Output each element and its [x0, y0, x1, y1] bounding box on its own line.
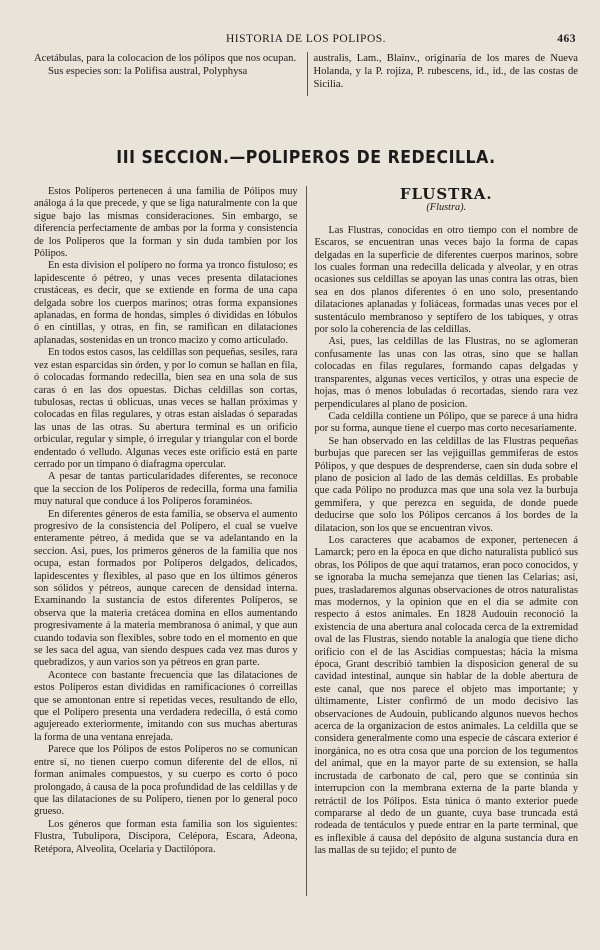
- genus-subtitle: (Flustra).: [426, 202, 467, 214]
- genus-title: FLUSTRA.: [399, 186, 493, 203]
- page-number: 463: [557, 33, 576, 45]
- paragraph: Estos Políperos pertenecen á una familia de Pólipos muy análoga á la que precede, y que se liga naturalmente con la que sigue bajo las mismas consideraciones. Sin embargo, se diferencia perfectamente de ambas por la forma y consistencia de los Poliperos que la forman y sin duda tambien por los Pólipos.: [34, 186, 298, 260]
- paragraph: En diferentes géneros de esta familia, se observa el aumento progresivo de la consistencia del Polípero, el cual se vuelve enteramente pétreo, á medida que se va adelantando en la seccion. Asi, pues, los primeros géneros de la familia que nos ocupa, estan formados por Políperos delgados, delicados, lapidescentes y flexibles, al paso que en los últimos géneros son sólidos y pétreos, aunque carecen de densidad interna. Examinando la sustancia de estos diferentes Políperos, se observa que la materia cretácea domina en ellos aumentando progresivamente á la materia membranosa ó animal, y que aun cuando todavia son flexibles, sobre todo en el momento en que se les saca del agua, van siendo despues cada vez mas duros y quebradizos, y aun varios son ya pétreos en gran parte.: [34, 508, 298, 669]
- paragraph: Cada celdilla contiene un Pólipo, que se parece á una hidra por su forma, aunque tiene el cuerpo mas corto necesariamente.: [314, 410, 578, 435]
- paragraph: En todos estos casos, las celdillas son pequeñas, sesiles, rara vez estan esparcidas sin órden, y por lo comun se hallan en fila, ó colocadas formando redecilla, bien sea en una sola de sus caras ó en las dos opuestas. Dichas celdillas son cortas, tubulosas, rectas ú oblicuas, unas veces se hallan próximas y colocadas en filas regulares, y otras estan aisladas ó separadas las unas de las otras. Su abertura terminal es un orificio orbicular, regular y simple, ó irregular y triangular con el borde endentado ó velludo. Algunas veces este orificio está en parte cerrado por un timpano ó diafragma opercular.: [34, 347, 298, 470]
- paragraph: En esta division el polípero no forma ya tronco fistuloso; es lapidescente ó pétreo, y unas veces presenta dilataciones crustáceas, es decir, que se extiende en forma de una capa delgada sobre los cuerpos marinos; otras forma expansiones aplanadas, en forma de hondas, simples ó divididas en lóbulos ó en cintillas, y otras, en fin, se ramifican en dilataciones aplanadas, sostenidas en un tronco macizo y como articulado.: [34, 260, 298, 346]
- left-column: [34, 186, 307, 896]
- paragraph: Los caracteres que acabamos de exponer, pertenecen á Lamarck; pero en la época en que dicho naturalista publicó sus obras, los Pólipos de que aquí tratamos, eran poco conocidos, y se ignoraba la mucha semejanza que tienen las Celarias; asi, pues, trasladaremos algunas observaciones de otros naturalistas mas modernos, y la opinion que en el dia se admite con respecto á estos animales. En 1828 Audouin reconoció la existencia de una abertura anal colocada cerca de la extremidad oval de las Flustras, siendo notable la analogía que tiene dicho orificio con el de las Ascidias compuestas; hácia la misma época, Grant describió tambien la disposicion general de su cavidad intestinal, aunque sin hablar de la doble abertura de este canal, que nos parece el objeto mas importante; y últimamente, Lister confirmó de un modo decisivo las observaciones de Audouin, publicando algunos nuevos hechos acerca de la organizacion de estos animales. La celdilla que se considera generalmente como una especie de cáscara exterior é inorgánica, no es otra cosa que una porcion de los tegumentos del animal, que en la mayor parte de su extension, se halla incrustada de carbonato de cal, pero que se continúa sin interrupcion con la membrana externa de la parte blanda y retráctil de los Pólipos. Esta túnica ó manto exterior puede compararse al dedo de un guante, cuya base truncada está rodeada de tentáculos y puede entrar en la parte terminal, que es inflexible á causa del depósito de alguna sustancia dura en las mallas de su tejido; el punto de: [314, 534, 578, 857]
- paragraph: Se han observado en las celdillas de las Flustras pequeñas burbujas que parecen ser las vejiguillas gemmiferas de estos Pólipos, y que despues de desprenderse, caen sin duda sobre el plano de posicion al lado de las demás celdillas. Es probable que cada Pólipo no produzca mas que una sola vez la burbuja gemmifera, y que perezca en seguida, de donde puede deducirse que solo los Pólipos cercanos á los bordes de la dilatacion, son los que se encuentran vivos.: [314, 435, 578, 534]
- top-left-column: [34, 52, 308, 96]
- page-header: [34, 33, 578, 49]
- section-title: III SECCION.—POLIPEROS DE REDECILLA.: [116, 148, 496, 168]
- body-columns: [34, 186, 578, 896]
- paragraph: Acetábulas, para la colocacion de los pólipos que nos ocupan.: [34, 53, 297, 64]
- paragraph: A pesar de tantas particularidades diferentes, se reconoce que la seccion de los Políperos de redecilla, forma una familia muy natural que conduce á los Políperos foraminéos.: [34, 471, 298, 508]
- running-title: HISTORIA DE LOS POLIPOS.: [225, 33, 387, 45]
- paragraph: australis, Lam., Blainv., originaria de los mares de Nueva Holanda, y la P. rojiza, P. rubescens, id., id., de las costas de Sicilia.: [313, 53, 578, 90]
- top-right-column: [308, 52, 579, 96]
- paragraph: Parece que los Pólipos de estos Políperos no se comunican entre sí, no tienen cuerpo comun diferente del de ellos, ni forman animales compuestos, y su cuerpo es corto ó poco prolongado, á causa de la poca profundidad de las celdillas y de que las dilataciones de su Polípero, tienen por lo general poco grueso.: [34, 744, 298, 818]
- paragraph: Asi, pues, las celdillas de las Flustras, no se aglomeran confusamente las unas con las otras, sino que se hallan colocadas en filas regulares, formando capas delgadas y transparentes, algunas veces verticilos, y otras una especie de hojas, mas ó menos lobuladas ó recortadas, siendo rara vez perpendiculares al plano de posicion.: [314, 336, 578, 410]
- paragraph: Las Flustras, conocidas en otro tiempo con el nombre de Escaros, se encuentran unas veces bajo la forma de capas delgadas en la superficie de diferentes cuerpos marinos, sobre los cuales forman una redecilla delicada y alveolar, y en otras ocasiones sus celdillas se apoyan las unas contra las otras, bien sea en dos planos diferentes ó en uno solo, presentando dilataciones aplanadas y foliáceas, formadas unas veces por el sustentáculo membranoso y septífero de los tabiques, y otras por solo la coherencia de las celdillas.: [314, 224, 578, 336]
- top-continuation: [34, 52, 578, 96]
- paragraph: Los géneros que forman esta familia son los siguientes: Flustra, Tubulipora, Discipora, Celépora, Escara, Adeona, Retépora, Alveolita, Ocelaria y Dactilópora.: [34, 818, 298, 855]
- paragraph: Sus especies son: la Polifisa austral, Polyphysa: [48, 66, 248, 77]
- right-column: [307, 186, 579, 896]
- paragraph: Acontece con bastante frecuencia que las dilataciones de estos Políperos estan divididas en ramificaciones ó correillas que se amontonan entre sí repetidas veces, resultando de ello, que el Polípero presenta una verdadera redecilla, ó está como agujereado exteriormente, imitando con sus muchas aberturas la forma de una ventana enrejada.: [34, 669, 298, 743]
